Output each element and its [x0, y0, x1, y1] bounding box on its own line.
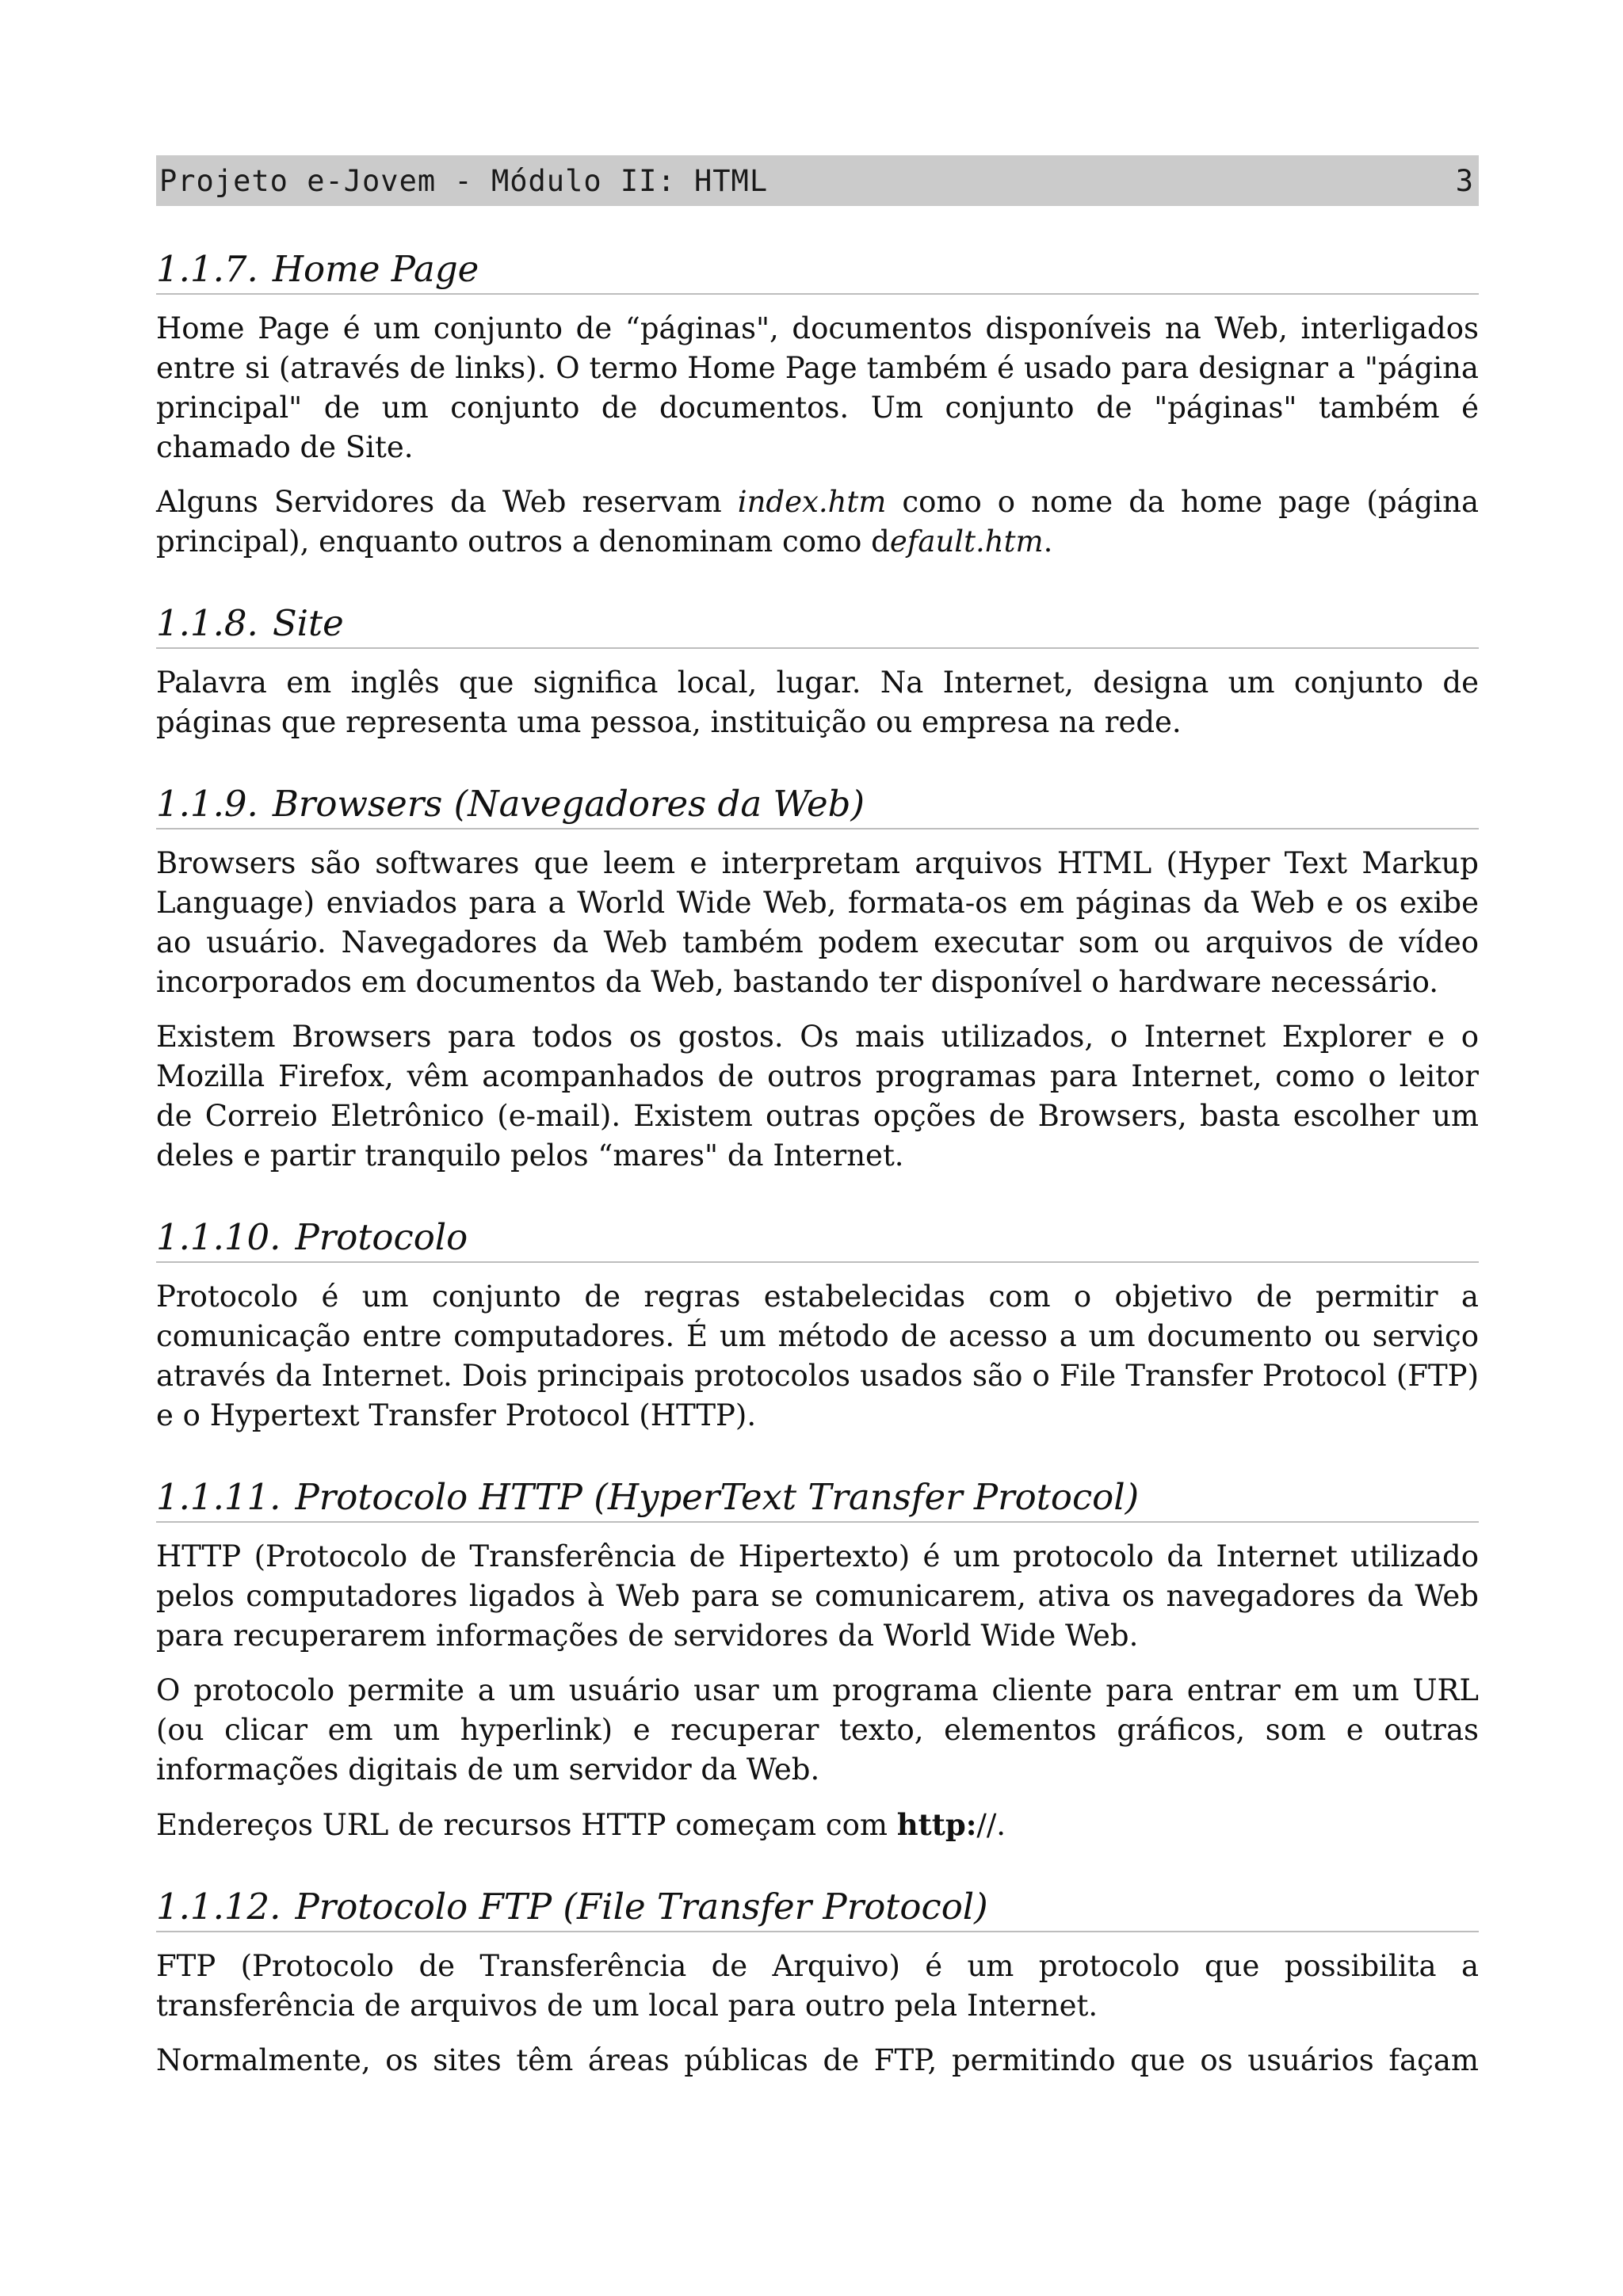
- paragraph: Protocolo é um conjunto de regras estabelecidas com o objetivo de permitir a comunicação entre computadores. É um método de acesso a um documento ou serviço através da Internet. Dois principais protocolos usados são o File Transfer Protocol (FTP) e o Hypertext Transfer Protocol (HTTP).: [156, 1280, 1479, 1432]
- paragraph: [156, 482, 1479, 562]
- section-protocolo-http: [156, 1477, 1479, 1845]
- section-browsers: [156, 784, 1479, 1176]
- paragraph: Palavra em inglês que significa local, lugar. Na Internet, designa um conjunto de páginas que representa uma pessoa, instituição ou empresa na rede.: [156, 666, 1479, 739]
- section-title: Site: [272, 602, 344, 644]
- text-run: Endereços URL de recursos HTTP começam com: [156, 1808, 897, 1842]
- section-heading: [156, 784, 1479, 830]
- section-number: 1.1.7.: [156, 248, 258, 290]
- section-heading: [156, 1217, 1479, 1263]
- paragraph: FTP (Protocolo de Transferência de Arquivo) é um protocolo que possibilita a transferência de arquivos de um local para outro pela Internet.: [156, 1949, 1479, 2023]
- section-number: 1.1.11.: [156, 1476, 281, 1518]
- italic-filename: index.htm: [737, 485, 887, 519]
- section-heading: [156, 1477, 1479, 1523]
- section-title: Protocolo: [295, 1216, 468, 1258]
- paragraph: Existem Browsers para todos os gostos. Os mais utilizados, o Internet Explorer e o Mozilla Firefox, vêm acompanhados de outros programas para Internet, como o leitor de Correio Eletrônico (e-mail). Existem outras opções de Browsers, basta escolher um deles e partir tranquilo pelos “mares" da Internet.: [156, 1020, 1479, 1173]
- text-run: .: [1043, 524, 1053, 559]
- section-title: Home Page: [272, 248, 479, 290]
- header-title: Projeto e-Jovem - Módulo II: HTML: [159, 163, 769, 198]
- italic-filename: efault.htm: [889, 524, 1044, 559]
- page-header: [156, 155, 1479, 206]
- section-number: 1.1.12.: [156, 1886, 281, 1928]
- paragraph: HTTP (Protocolo de Transferência de Hipertexto) é um protocolo da Internet utilizado pelos computadores ligados à Web para se comunicarem, ativa os navegadores da Web para recuperarem informações de servidores da World Wide Web.: [156, 1539, 1479, 1653]
- section-protocolo-ftp: [156, 1886, 1479, 2081]
- section-heading: [156, 603, 1479, 649]
- section-title: Protocolo FTP (File Transfer Protocol): [295, 1886, 988, 1928]
- section-number: 1.1.9.: [156, 783, 258, 825]
- text-run: //.: [976, 1808, 1006, 1842]
- section-site: [156, 603, 1479, 742]
- section-number: 1.1.10.: [156, 1216, 281, 1258]
- text-run: Alguns Servidores da Web reservam: [156, 485, 738, 519]
- text-run: como o nome da home page (página principal), enquanto outros a denominam como d: [156, 485, 1479, 559]
- section-title: Browsers (Navegadores da Web): [272, 783, 865, 825]
- paragraph: Normalmente, os sites têm áreas públicas de FTP, permitindo que os usuários façam: [156, 2043, 1479, 2077]
- section-home-page: [156, 249, 1479, 562]
- page-number: 3: [1455, 163, 1474, 198]
- section-protocolo: [156, 1217, 1479, 1436]
- paragraph: Home Page é um conjunto de “páginas", documentos disponíveis na Web, interligados entre si (através de links). O termo Home Page também é usado para designar a "página principal" de um conjunto de documentos. Um conjunto de "páginas" também é chamado de Site.: [156, 311, 1479, 464]
- paragraph: Browsers são softwares que leem e interpretam arquivos HTML (Hyper Text Markup Language) enviados para a World Wide Web, formata-os em páginas da Web e os exibe ao usuário. Navegadores da Web também podem executar som ou arquivos de vídeo incorporados em documentos da Web, bastando ter disponível o hardware necessário.: [156, 846, 1479, 999]
- paragraph: O protocolo permite a um usuário usar um programa cliente para entrar em um URL (ou clicar em um hyperlink) e recuperar texto, elementos gráficos, som e outras informações digitais de um servidor da Web.: [156, 1673, 1479, 1787]
- bold-protocol: http:: [896, 1807, 977, 1842]
- paragraph: [156, 1805, 1479, 1845]
- section-heading: [156, 1886, 1479, 1932]
- section-number: 1.1.8.: [156, 602, 258, 644]
- document-page: [156, 155, 1479, 2081]
- section-title: Protocolo HTTP (HyperText Transfer Protocol): [295, 1476, 1140, 1518]
- section-heading: [156, 249, 1479, 295]
